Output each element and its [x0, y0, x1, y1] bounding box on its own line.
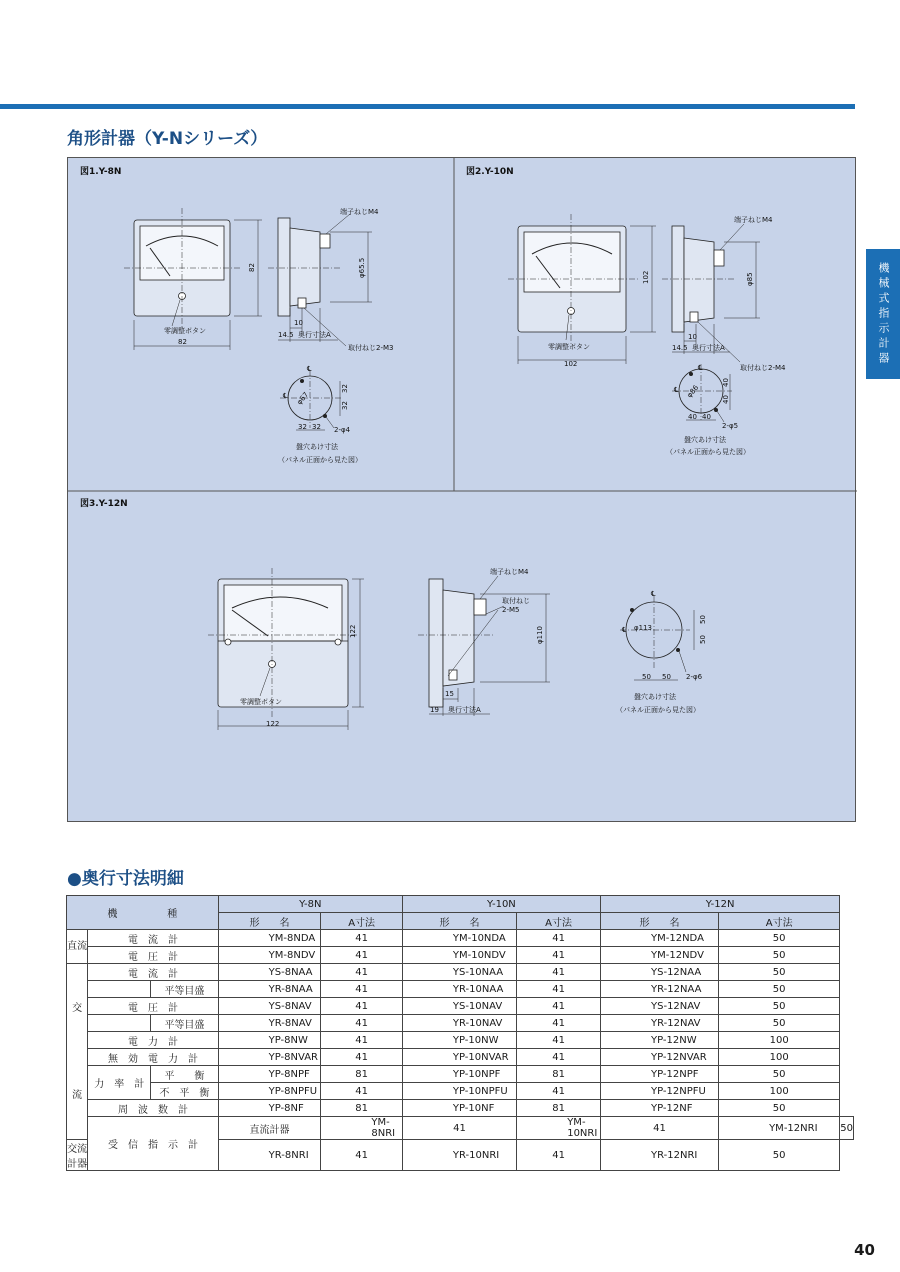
a-dim-cell: 41	[321, 930, 403, 947]
a-dim-cell: 50	[719, 998, 840, 1015]
fig1-h32a: 32	[341, 384, 349, 393]
fig1-cl-top: ℄	[307, 365, 312, 373]
a-dim-cell: 41	[517, 981, 601, 998]
fig2-diameter: φ85	[746, 272, 754, 286]
model-cell: YS-8NAV	[218, 998, 321, 1015]
fig3-depth: 奥行寸法A	[448, 706, 481, 714]
model-cell: YS-12NAA	[601, 964, 719, 981]
a-dim-cell: 100	[719, 1083, 840, 1100]
a-dim-cell: 41	[321, 1015, 403, 1032]
model-cell: YP-10NPF	[402, 1066, 516, 1083]
table-row	[67, 1066, 854, 1083]
fig2-cl-top: ℄	[698, 364, 703, 372]
fig2-h40b: 40	[722, 395, 730, 404]
model-cell: YM-12NRI	[719, 1117, 840, 1140]
model-cell: YM-12NDV	[601, 947, 719, 964]
a-dim-cell: 50	[719, 1140, 840, 1171]
fig2-terminal-label: 端子ねじM4	[734, 216, 773, 224]
fig2-width: 102	[564, 360, 578, 368]
model-cell: YS-10NAA	[402, 964, 516, 981]
type-sub-label: 平 衡	[151, 1066, 218, 1083]
header-model: 形 名	[402, 913, 516, 930]
fig2-panel-note: （パネル正面から見た図）	[666, 448, 750, 456]
fig1-zero-btn-label: 零調整ボタン	[164, 327, 206, 335]
side-tab-label: 機械式指示計器	[877, 261, 890, 367]
a-dim-cell: 41	[517, 998, 601, 1015]
a-dim-cell: 50	[840, 1117, 854, 1140]
model-cell: YP-10NVAR	[402, 1049, 516, 1066]
fig3-hole-diameter: φ113	[634, 624, 652, 632]
fig3-height: 122	[349, 624, 357, 638]
model-cell: YP-8NF	[218, 1100, 321, 1117]
a-dim-cell: 81	[517, 1066, 601, 1083]
model-cell: YM-12NDA	[601, 930, 719, 947]
model-cell: YS-12NAV	[601, 998, 719, 1015]
model-cell: YP-12NF	[601, 1100, 719, 1117]
fig3-terminal-label: 端子ねじM4	[490, 568, 529, 576]
fig3-cl-left: ℄	[622, 626, 627, 634]
type-label: 電 流 計	[88, 930, 218, 947]
fig1-d10: 10	[294, 319, 303, 327]
model-cell: YR-8NAV	[218, 1015, 321, 1032]
fig1-holes: 2-φ4	[334, 426, 351, 434]
a-dim-cell: 41	[517, 1049, 601, 1066]
fig3-mount-b: 2-M5	[502, 606, 520, 614]
fig3-d15: 15	[445, 690, 454, 698]
fig1-depth: 奥行寸法A	[298, 331, 331, 339]
fig3-h50a: 50	[699, 615, 707, 624]
header-model: 形 名	[601, 913, 719, 930]
table-row	[67, 947, 854, 964]
table-row	[67, 998, 854, 1015]
table-row	[67, 930, 854, 947]
a-dim-cell: 50	[719, 964, 840, 981]
side-index-tab	[866, 249, 900, 379]
fig2-zero-btn-label: 零調整ボタン	[548, 343, 590, 351]
fig3-side-bezel	[429, 579, 443, 707]
a-dim-cell: 41	[321, 998, 403, 1015]
model-cell: YM-8NDA	[218, 930, 321, 947]
table-row	[67, 1100, 854, 1117]
a-dim-cell: 50	[719, 1015, 840, 1032]
section-title: 角形計器（Y-Nシリーズ）	[67, 129, 268, 149]
header-y8n: Y-8N	[218, 896, 402, 913]
a-dim-cell: 100	[719, 1049, 840, 1066]
type-label: 電 圧 計	[88, 947, 218, 964]
model-cell: YP-12NVAR	[601, 1049, 719, 1066]
fig1-panel-cut: 盤穴あけ寸法	[296, 443, 338, 451]
type-label: 電 力 計	[88, 1032, 218, 1049]
category-ac-2: 流	[67, 1049, 88, 1140]
a-dim-cell: 50	[719, 947, 840, 964]
a-dim-cell: 50	[719, 1066, 840, 1083]
fig1-diameter: φ65.5	[358, 257, 366, 278]
type-label: 平等目盛	[151, 981, 218, 998]
a-dim-cell: 41	[321, 1140, 403, 1171]
type-label: 平等目盛	[151, 1015, 218, 1032]
model-cell: YR-12NAV	[601, 1015, 719, 1032]
a-dim-cell: 41	[321, 947, 403, 964]
a-dim-cell: 41	[517, 1083, 601, 1100]
drawing-panel	[67, 157, 856, 822]
fig1-drawing	[80, 165, 393, 464]
table-row	[67, 1083, 854, 1100]
fig2-panel-cut: 盤穴あけ寸法	[684, 436, 726, 444]
fig3-label: 図3.Y-12N	[80, 499, 128, 509]
a-dim-cell: 41	[517, 947, 601, 964]
fig1-mount: 取付ねじ2-M3	[348, 344, 394, 352]
a-dim-cell: 100	[719, 1032, 840, 1049]
table-row	[67, 1117, 854, 1140]
a-dim-cell: 50	[719, 981, 840, 998]
model-cell: YM-10NRI	[517, 1117, 601, 1140]
fig1-height: 82	[248, 263, 256, 272]
fig3-w50b: 50	[662, 673, 671, 681]
model-cell: YP-10NPFU	[402, 1083, 516, 1100]
model-cell: YR-12NRI	[601, 1140, 719, 1171]
a-dim-cell: 41	[321, 1083, 403, 1100]
fig3-d19: 19	[430, 706, 439, 714]
model-cell: YP-12NPF	[601, 1066, 719, 1083]
fig1-w32a: 32	[298, 423, 307, 431]
fig3-cl-top: ℄	[651, 590, 656, 598]
fig3-mount-a: 取付ねじ	[502, 597, 530, 605]
model-cell: YM-8NRI	[321, 1117, 403, 1140]
fig2-scale-plate	[524, 232, 620, 292]
fig1-terminal-label: 端子ねじM4	[340, 208, 379, 216]
table-row	[67, 1015, 854, 1032]
a-dim-cell: 41	[517, 930, 601, 947]
model-cell: YR-10NAA	[402, 981, 516, 998]
a-dim-cell: 41	[321, 981, 403, 998]
fig2-w40a: 40	[688, 413, 697, 421]
header-a-dim: A寸法	[517, 913, 601, 930]
model-cell: YP-8NVAR	[218, 1049, 321, 1066]
fig3-panel-cut: 盤穴あけ寸法	[634, 693, 676, 701]
a-dim-cell: 41	[402, 1117, 516, 1140]
a-dim-cell: 41	[321, 1049, 403, 1066]
dimension-drawings	[68, 158, 857, 823]
a-dim-cell: 41	[321, 1032, 403, 1049]
type-label: 力 率 計	[88, 1066, 151, 1100]
model-cell: YP-8NPF	[218, 1066, 321, 1083]
table-row	[67, 1032, 854, 1049]
header-kind: 機 種	[67, 896, 219, 930]
category-ac-1: 交	[67, 964, 88, 1049]
model-cell: YP-10NW	[402, 1032, 516, 1049]
fig2-drawing	[466, 165, 786, 456]
model-cell: YS-10NAV	[402, 998, 516, 1015]
type-sub-label: 直流計器	[218, 1117, 321, 1140]
type-label: 電 流 計	[88, 964, 218, 981]
fig2-d145: 14.5	[672, 344, 688, 352]
model-cell: YR-12NAA	[601, 981, 719, 998]
fig1-cl-left: ℄	[283, 392, 288, 400]
fig3-drawing	[80, 497, 707, 730]
type-label: 電 圧 計	[88, 998, 218, 1015]
a-dim-cell: 50	[719, 930, 840, 947]
fig2-mount: 取付ねじ2-M4	[740, 364, 786, 372]
fig2-w40b: 40	[702, 413, 711, 421]
table-row	[67, 1049, 854, 1066]
fig3-diameter: φ110	[536, 626, 544, 644]
fig2-label: 図2.Y-10N	[466, 167, 514, 177]
fig3-w50a: 50	[642, 673, 651, 681]
fig1-w32b: 32	[312, 423, 321, 431]
model-cell: YM-10NDV	[402, 947, 516, 964]
header-a-dim: A寸法	[321, 913, 403, 930]
fig3-width: 122	[266, 720, 280, 728]
type-label: 受 信 指 示 計	[88, 1117, 218, 1171]
a-dim-cell: 41	[517, 1032, 601, 1049]
header-y10n: Y-10N	[402, 896, 600, 913]
type-label: 無 効 電 力 計	[88, 1049, 218, 1066]
depth-spec-table	[66, 895, 854, 1171]
model-cell: YS-8NAA	[218, 964, 321, 981]
fig1-label: 図1.Y-8N	[80, 167, 122, 177]
table-title: ●奥行寸法明細	[67, 869, 184, 889]
top-rule	[0, 104, 855, 109]
a-dim-cell: 81	[517, 1100, 601, 1117]
fig2-cl-left: ℄	[674, 386, 679, 394]
a-dim-cell: 41	[321, 964, 403, 981]
fig1-side-bezel	[278, 218, 290, 316]
fig1-width: 82	[178, 338, 187, 346]
model-cell: YP-8NPFU	[218, 1083, 321, 1100]
model-cell: YP-12NW	[601, 1032, 719, 1049]
model-cell: YM-8NDV	[218, 947, 321, 964]
a-dim-cell: 41	[517, 1140, 601, 1171]
fig2-hole-diameter: φ86	[685, 383, 701, 400]
fig1-panel-note: （パネル正面から見た図）	[278, 456, 362, 464]
fig2-depth: 奥行寸法A	[692, 344, 725, 352]
fig2-holes: 2-φ5	[722, 422, 739, 430]
fig3-holes: 2-φ6	[686, 673, 703, 681]
a-dim-cell: 41	[517, 964, 601, 981]
a-dim-cell: 41	[517, 1015, 601, 1032]
model-cell: YM-10NDA	[402, 930, 516, 947]
fig3-h50b: 50	[699, 635, 707, 644]
model-cell: YR-10NAV	[402, 1015, 516, 1032]
model-cell: YP-8NW	[218, 1032, 321, 1049]
a-dim-cell: 81	[321, 1100, 403, 1117]
a-dim-cell: 41	[601, 1117, 719, 1140]
type-sub-label: 不 平 衡	[151, 1083, 218, 1100]
fig1-d145: 14.5	[278, 331, 294, 339]
page-number: 40	[854, 1241, 875, 1259]
model-cell: YR-8NAA	[218, 981, 321, 998]
fig2-height: 102	[642, 270, 650, 284]
a-dim-cell: 81	[321, 1066, 403, 1083]
model-cell: YR-8NRI	[218, 1140, 321, 1171]
fig1-hole-diameter: φ67	[295, 390, 311, 407]
fig1-h32b: 32	[341, 401, 349, 410]
fig2-d10: 10	[688, 333, 697, 341]
model-cell: YP-12NPFU	[601, 1083, 719, 1100]
type-sub-label: 交流計器	[67, 1140, 88, 1171]
model-cell: YP-10NF	[402, 1100, 516, 1117]
table-row	[67, 981, 854, 998]
table-row	[67, 964, 854, 981]
header-a-dim: A寸法	[719, 913, 840, 930]
fig3-panel-note: （パネル正面から見た図）	[616, 706, 700, 714]
fig2-h40a: 40	[722, 378, 730, 387]
category-dc: 直流	[67, 930, 88, 964]
type-label: 周 波 数 計	[88, 1100, 218, 1117]
model-cell: YR-10NRI	[402, 1140, 516, 1171]
header-model: 形 名	[218, 913, 321, 930]
header-y12n: Y-12N	[601, 896, 840, 913]
fig3-zero-btn-label: 零調整ボタン	[240, 698, 282, 706]
fig3-scale-plate	[224, 585, 342, 641]
a-dim-cell: 50	[719, 1100, 840, 1117]
